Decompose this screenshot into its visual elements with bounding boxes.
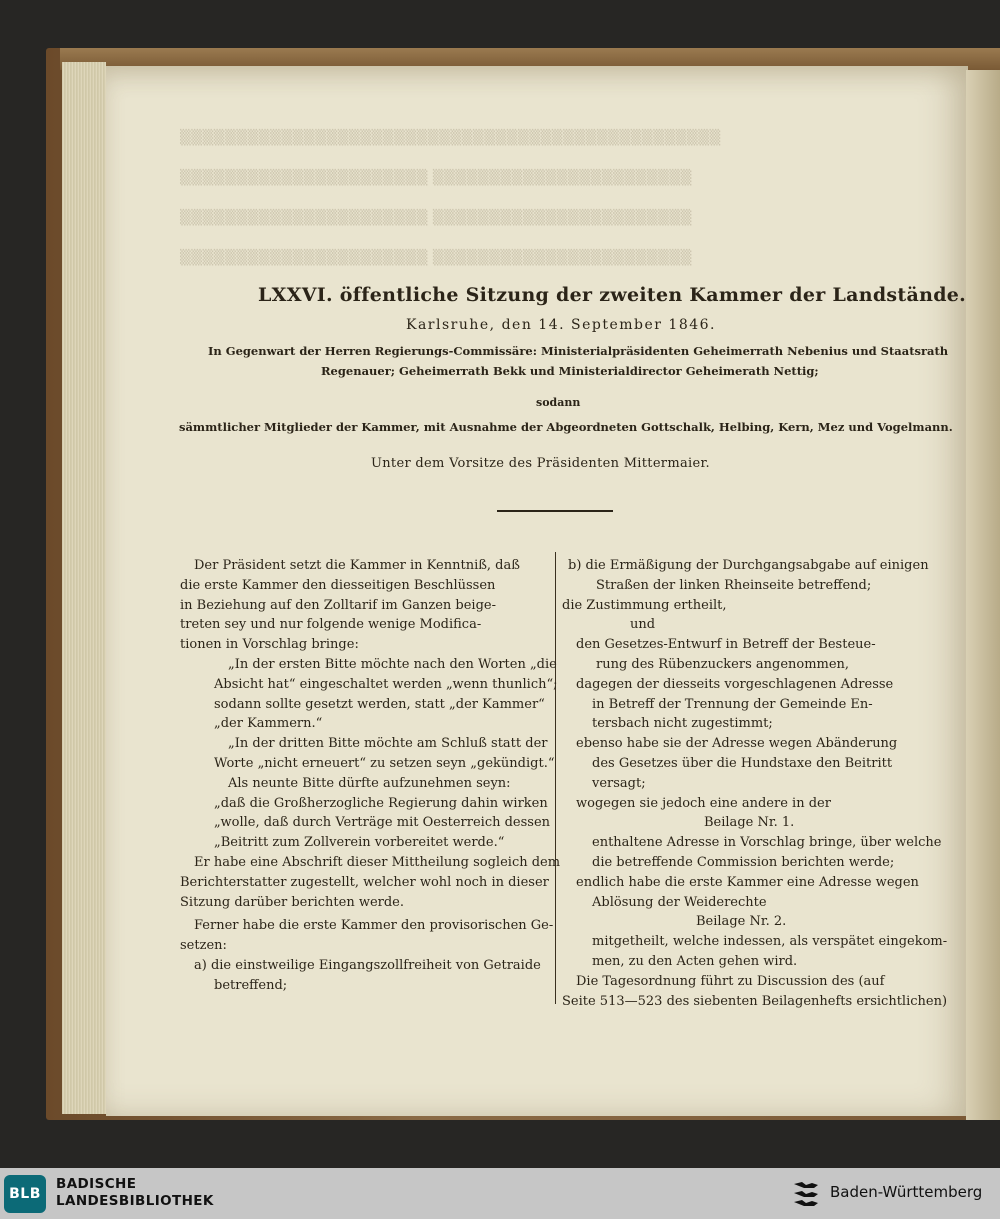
text-line: Berichterstatter zugestellt, welcher wohl noch in dieser (180, 874, 549, 890)
text-line: Als neunte Bitte dürfte aufzunehmen seyn: (228, 775, 511, 791)
text-line: dagegen der diesseits vorgeschlagenen Adresse (576, 676, 894, 692)
text-line: endlich habe die erste Kammer eine Adresse wegen (576, 874, 919, 890)
text-line: den Gesetzes-Entwurf in Betreff der Besteue- (576, 637, 876, 653)
section-divider (497, 510, 613, 512)
blb-logo[interactable]: BLB (4, 1175, 46, 1213)
text-line: Straßen der linken Rheinseite betreffend; (596, 577, 872, 593)
text-line: Er habe eine Abschrift dieser Mittheilung sogleich dem (194, 854, 561, 870)
right-column (562, 556, 948, 1011)
text-line: rung des Rübenzuckers angenommen, (596, 656, 850, 672)
text-line: enthaltene Adresse in Vorschlag bringe, über welche (592, 835, 942, 851)
page-stack-edge (62, 62, 106, 1114)
text-line: mitgetheilt, welche indessen, als verspätet eingekom- (592, 934, 948, 950)
page-title: LXXVI. öffentliche Sitzung der zweiten Kammer der Landstände. (258, 284, 967, 306)
text-line: die betreffende Commission berichten werde; (592, 854, 895, 870)
text-line: tionen in Vorschlag bringe: (180, 637, 359, 653)
library-name-line2: LANDESBIBLIOTHEK (56, 1193, 214, 1209)
text-line: „Beitritt zum Zollverein vorbereitet werde.“ (214, 835, 505, 851)
text-line: „wolle, daß durch Verträge mit Oesterreich dessen (214, 815, 551, 831)
show-through-text: ▒▒▒▒▒▒▒▒▒▒▒▒▒▒▒▒▒▒▒▒▒▒▒▒▒▒▒▒▒▒▒▒▒▒▒▒▒▒▒▒▒▒▒▒▒▒▒▒ (180, 130, 721, 146)
text-line: Die Tagesordnung führt zu Discussion des (auf (576, 973, 885, 989)
footer-bar (0, 1168, 1000, 1219)
presence-line-1: In Gegenwart der Herren Regierungs-Commissäre: Ministerialpräsidenten Geheimerrath Nebenius und Staatsrath (208, 344, 949, 358)
sodann-line: sodann (536, 396, 581, 409)
members-line: sämmtlicher Mitglieder der Kammer, mit Ausnahme der Abgeordneten Gottschalk, Helbing, Kern, Mez und Vogelmann. (179, 420, 953, 434)
text-line: „daß die Großherzogliche Regierung dahin wirken (214, 795, 548, 811)
library-name[interactable] (56, 1176, 214, 1210)
text-line: Ablösung der Weiderechte (592, 894, 767, 910)
text-line: betreffend; (214, 977, 288, 993)
text-line: die erste Kammer den diesseitigen Beschlüssen (180, 577, 496, 593)
left-column (180, 556, 561, 996)
text-line: die Zustimmung ertheilt, (562, 597, 727, 613)
text-line: Absicht hat“ eingeschaltet werden „wenn thunlich“; (214, 676, 558, 692)
show-through-text: ▒▒▒▒▒▒▒▒▒▒▒▒▒▒▒▒▒▒▒▒▒▒ ▒▒▒▒▒▒▒▒▒▒▒▒▒▒▒▒▒▒▒▒▒▒▒ (180, 250, 692, 266)
baden-wuerttemberg-lions-icon (790, 1178, 822, 1210)
text-line: Beilage Nr. 2. (696, 914, 787, 930)
page-right-edge (966, 70, 1000, 1120)
text-line: Ferner habe die erste Kammer den provisorischen Ge- (194, 918, 554, 934)
show-through-text: ▒▒▒▒▒▒▒▒▒▒▒▒▒▒▒▒▒▒▒▒▒▒ ▒▒▒▒▒▒▒▒▒▒▒▒▒▒▒▒▒▒▒▒▒▒▒ (180, 210, 692, 226)
chair-line: Unter dem Vorsitze des Präsidenten Mittermaier. (371, 456, 710, 471)
text-line: in Betreff der Trennung der Gemeinde En- (592, 696, 873, 712)
text-line: Beilage Nr. 1. (704, 815, 795, 831)
text-line: Seite 513—523 des siebenten Beilagenhefts ersichtlichen) (562, 993, 948, 1009)
column-rule (555, 552, 556, 1004)
state-name[interactable]: Baden-Württemberg (830, 1183, 983, 1201)
library-name-line1: BADISCHE (56, 1176, 137, 1192)
text-line: „In der dritten Bitte möchte am Schluß statt der (228, 736, 548, 752)
text-line: setzen: (180, 938, 227, 954)
place-date: Karlsruhe, den 14. September 1846. (406, 317, 716, 333)
text-line: ebenso habe sie der Adresse wegen Abänderung (576, 736, 898, 752)
text-line: men, zu den Acten gehen wird. (592, 953, 798, 969)
text-line: und (630, 617, 656, 633)
show-through-text: ▒▒▒▒▒▒▒▒▒▒▒▒▒▒▒▒▒▒▒▒▒▒ ▒▒▒▒▒▒▒▒▒▒▒▒▒▒▒▒▒▒▒▒▒▒▒ (180, 170, 692, 186)
text-line: wogegen sie jedoch eine andere in der (576, 795, 831, 811)
text-line: a) die einstweilige Eingangszollfreiheit von Getraide (194, 957, 541, 973)
presence-line-2: Regenauer; Geheimerrath Bekk und Ministerialdirector Geheimerath Nettig; (321, 364, 819, 378)
text-line: versagt; (592, 775, 646, 791)
text-line: Der Präsident setzt die Kammer in Kenntniß, daß (194, 558, 520, 573)
text-line: Worte „nicht erneuert“ zu setzen seyn „gekündigt.“ (214, 755, 555, 771)
text-line: b) die Ermäßigung der Durchgangsabgabe auf einigen (568, 558, 929, 573)
text-line: „In der ersten Bitte möchte nach den Worten „die (228, 656, 557, 672)
text-line: „der Kammern.“ (214, 716, 323, 732)
text-line: in Beziehung auf den Zolltarif im Ganzen beige- (180, 597, 496, 613)
text-line: tersbach nicht zugestimmt; (592, 716, 773, 732)
text-line: treten sey und nur folgende wenige Modifica- (180, 617, 482, 633)
text-line: Sitzung darüber berichten werde. (180, 894, 405, 910)
text-line: sodann sollte gesetzt werden, statt „der Kammer“ (214, 696, 545, 712)
text-line: des Gesetzes über die Hundstaxe den Beitritt (592, 755, 893, 771)
